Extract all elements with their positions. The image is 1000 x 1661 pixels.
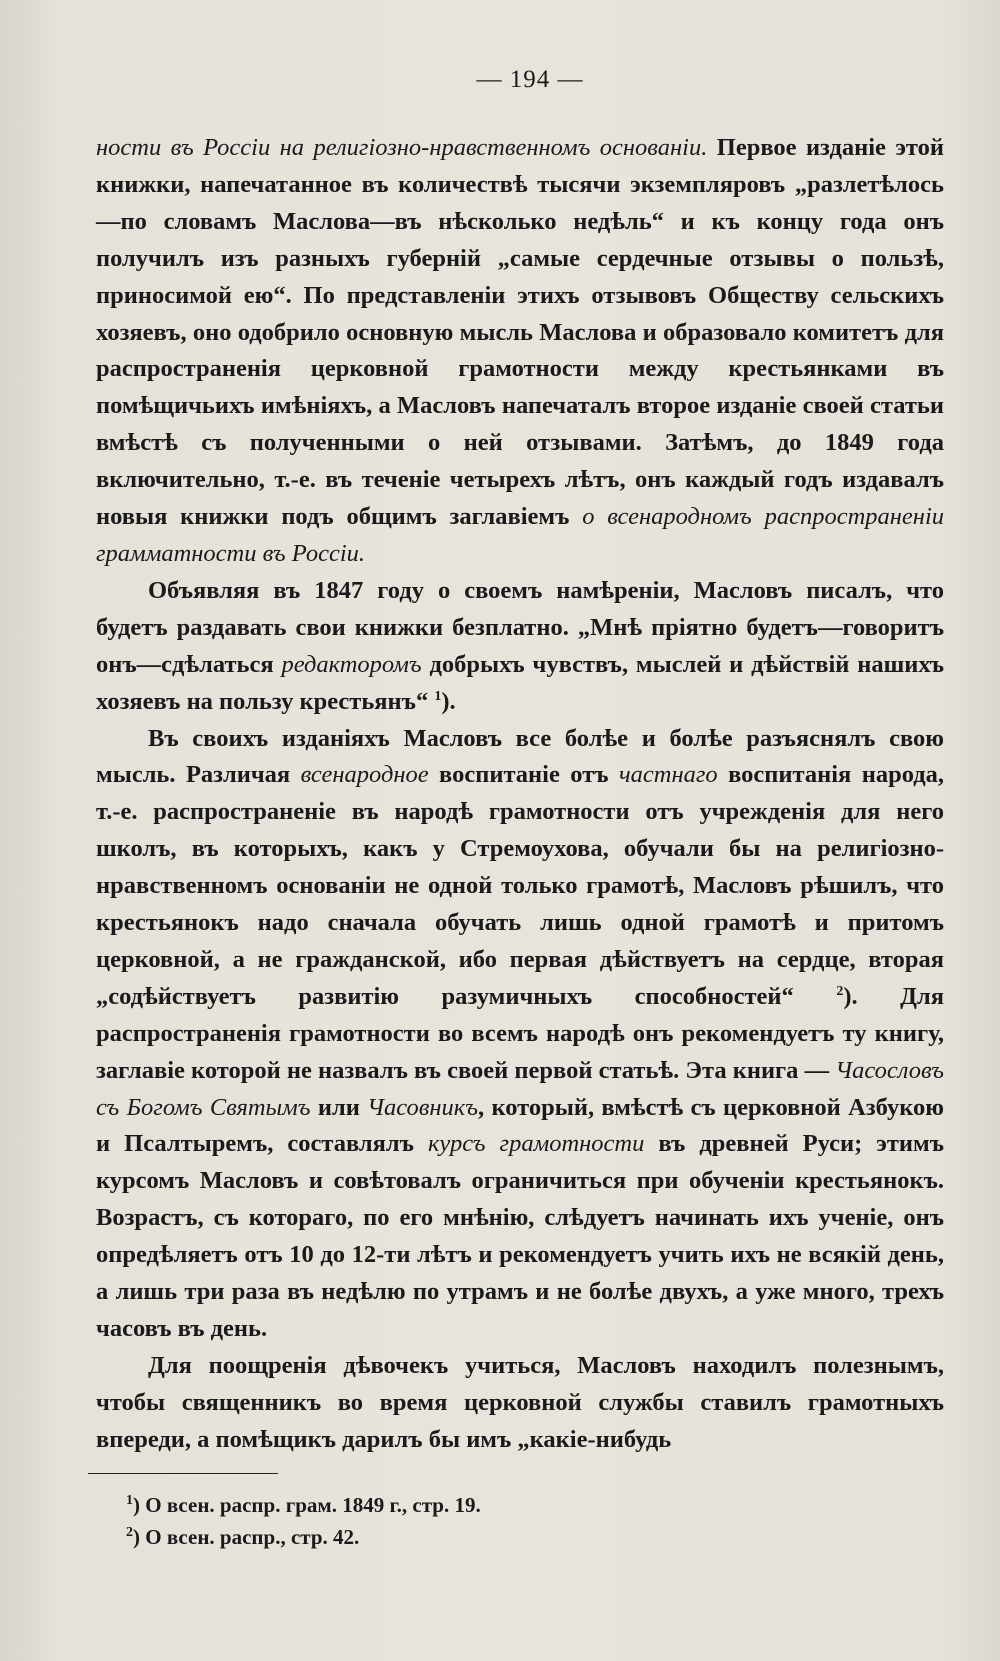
italic-phrase: редакторомъ: [281, 650, 422, 678]
text-run: ). Для распространенія грамотности во всемъ народѣ онъ рекомендуетъ ту книгу, заглавіе которой не назвалъ въ своей первой статьѣ. Эта книга —: [96, 982, 944, 1084]
italic-phrase: всенародное: [300, 761, 429, 789]
italic-phrase: о всенародномъ распространеніи грамматности въ Россіи.: [96, 503, 945, 567]
footnote-text: ) О всен. распр. грам. 1849 г., стр. 19.: [133, 1493, 481, 1517]
text-run: Первое изданіе этой книжки, напечатанное въ количествѣ тысячи экземпляровъ „разлетѣлось—по словамъ Маслова—въ нѣсколько недѣль“ и къ концу года онъ получилъ изъ разныхъ губерній „самые сердечные отзывы о пользѣ, приносимой ею“. По представленіи этихъ отзывовъ Обществу сельскихъ хозяевъ, оно одобрило основную мысль Маслова и образовало комитетъ для распространенія церковной грамотности между крестьянками въ помѣщичьихъ имѣніяхъ, а Масловъ напечаталъ второе изданіе своей статьи вмѣстѣ съ полученными о ней отзывами. Затѣмъ, до 1849 года включительно, т.-е. въ теченіе четырехъ лѣтъ, онъ каждый годъ издавалъ новыя книжки подъ общимъ заглавіемъ: [96, 134, 944, 531]
italic-phrase: Часовникъ: [367, 1093, 478, 1121]
italic-phrase: Часословъ съ Богомъ Святымъ: [96, 1056, 944, 1121]
footnote: [126, 1489, 826, 1521]
paragraph: [96, 130, 944, 573]
italic-phrase: частнаго: [618, 761, 718, 789]
body-text: [96, 130, 944, 1459]
footnote-divider: [88, 1473, 278, 1474]
text-run: воспитанія народа, т.-е. распространеніе въ народѣ грамотности отъ учрежденія для него школъ, въ которыхъ, какъ у Стремоухова, обучали бы на религіозно-нравственномъ основаніи не одной только грамотѣ, Масловъ рѣшилъ, что крестьянокъ надо сначала обучать лишь одной грамотѣ и притомъ церковной, а не гражданской, ибо первая дѣйствуетъ на сердце, вторая „содѣйствуетъ развитію разумичныхъ способностей“: [96, 761, 945, 1010]
paragraph: [96, 1348, 944, 1459]
footnote-ref: 1: [434, 688, 442, 704]
footnote-text: ) О всен. распр., стр. 42.: [133, 1525, 360, 1549]
text-run: Для поощренія дѣвочекъ учиться, Масловъ находилъ полезнымъ, чтобы священникъ во время церковной службы ставилъ грамотныхъ впереди, а помѣщикъ дарилъ бы имъ „какіе-нибудь: [96, 1351, 944, 1453]
text-run: или: [310, 1093, 368, 1121]
text-run: воспитаніе отъ: [428, 761, 619, 789]
footnote-mark: 1: [126, 1493, 133, 1508]
text-run: добрыхъ чувствъ, мыслей и дѣйствій нашихъ хозяевъ на пользу крестьянъ“: [96, 650, 944, 715]
italic-phrase: ности въ Россіи на религіозно-нравственномъ основаніи.: [96, 134, 708, 161]
italic-phrase: курсъ грамотности: [427, 1130, 645, 1158]
text-run: Въ своихъ изданіяхъ Масловъ все болѣе и болѣе разъяснялъ свою мысль. Различая: [96, 724, 944, 789]
page-number: — 194 —: [476, 66, 584, 93]
text-run: Объявляя въ 1847 году о своемъ намѣреніи, Масловъ писалъ, что будетъ раздавать свои книжки безплатно. „Мнѣ пріятно будетъ—говоритъ онъ—сдѣлаться: [96, 576, 944, 678]
text-run: ).: [441, 687, 456, 715]
footnotes: [126, 1489, 826, 1553]
footnote-ref: 2: [836, 983, 844, 999]
footnote-mark: 2: [126, 1525, 133, 1540]
footnote: [126, 1521, 826, 1553]
paragraph: [96, 721, 944, 1348]
paragraph: [96, 573, 944, 721]
text-run: въ древней Руси; этимъ курсомъ Масловъ и совѣтовалъ ограничиться при обученіи крестьянокъ. Возрастъ, съ котораго, по его мнѣнію, слѣдуетъ начинать ихъ ученіе, онъ опредѣляетъ отъ 10 до 12-ти лѣтъ и рекомендуетъ учить ихъ не всякій день, а лишь три раза въ недѣлю по утрамъ и не болѣе двухъ, а уже много, трехъ часовъ въ день.: [96, 1130, 944, 1342]
text-run: , который, вмѣстѣ съ церковной Азбукою и Псалтыремъ, составлялъ: [96, 1093, 944, 1158]
